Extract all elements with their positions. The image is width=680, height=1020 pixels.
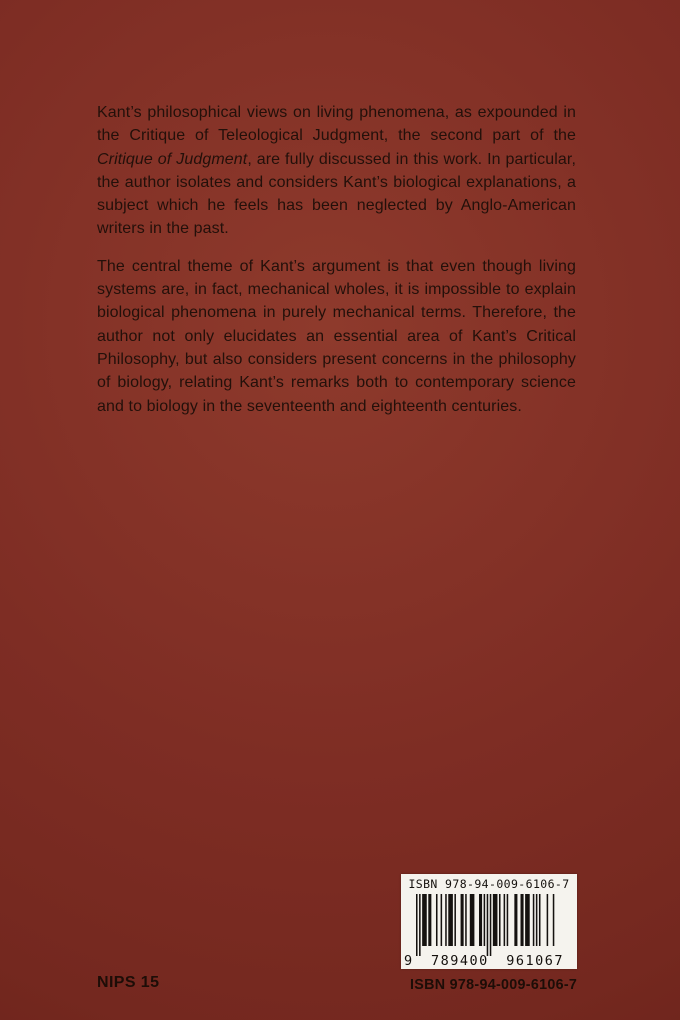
paragraph-1-text-cont: , are fully discussed in this work. In particular, the author isolates and considers Kant’s biological explanations, a subject which he feels has been neglected by Anglo-American writers in the past. bbox=[97, 150, 576, 238]
barcode-digit-group: 961067 bbox=[506, 953, 564, 969]
series-code: NIPS 15 bbox=[97, 974, 160, 991]
barcode-digits bbox=[404, 953, 564, 969]
isbn-text: ISBN 978-94-009-6106-7 bbox=[410, 977, 578, 993]
paragraph-1-italic-title: Critique of Judgment bbox=[97, 150, 248, 168]
description-paragraph-2: The central theme of Kant’s argument is that even though living systems are, in fact, mechanical wholes, it is impossible to explain biological phenomena in purely mechanical terms. Therefore, the author not only elucidates an essential area of Kant’s Critical Philosophy, but also considers present concerns in the philosophy of biology, relating Kant’s remarks both to contemporary science and to biology in the seventeenth and eighteenth centuries. bbox=[97, 257, 576, 415]
barcode-isbn-label: ISBN 978-94-009-6106-7 bbox=[408, 877, 570, 891]
book-description bbox=[97, 101, 576, 432]
description-paragraph-1 bbox=[97, 101, 576, 241]
barcode-panel bbox=[401, 874, 577, 969]
ean13-barcode bbox=[416, 894, 562, 956]
barcode-digit-group: 789400 bbox=[431, 953, 489, 969]
paragraph-1-text: Kant’s philosophical views on living phenomena, as expounded in the Critique of Teleological Judgment, the second part of the bbox=[97, 104, 576, 145]
barcode-digit-group: 9 bbox=[404, 953, 414, 969]
